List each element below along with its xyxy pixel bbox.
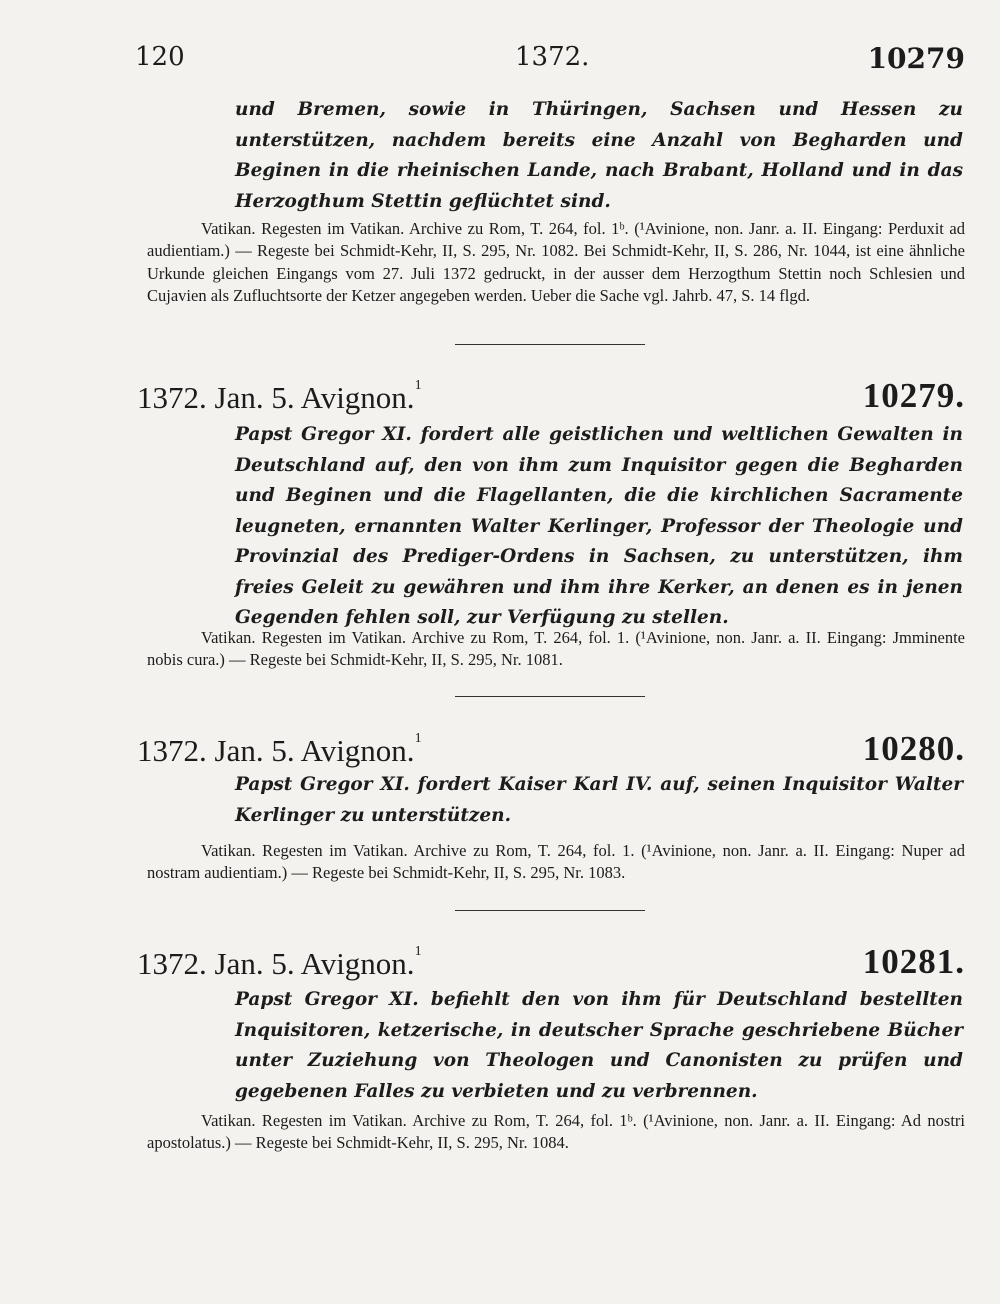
entry-summary: Papst Gregor XI. fordert alle geistlichen und weltlichen Gewalten in Deutschland auf, den von ihm zum Inquisitor gegen die Begharden und Beginen und die Flagellanten, die die kirchlichen Sacramente leugneten, ernannten Walter Kerlinger, Professor der Theologie und Provinzial des Prediger-Ordens in Sachsen, zu unterstützen, ihm freies Geleit zu gewähren und ihm ihre Kerker, an denen es in jenen Gegenden fehlen soll, zur Verfügung zu stellen.: [235, 424, 963, 628]
entry-date: 1372. Jan. 5. Avignon.$^1$: [137, 944, 422, 981]
entry-number: 10281.: [862, 942, 965, 981]
entry-summary: Papst Gregor XI. fordert Kaiser Karl IV. auf, seinen Inquisitor Walter Kerlinger zu unterstützen.: [235, 774, 963, 826]
footnote-mark: 1: [414, 378, 422, 393]
section-divider: [455, 696, 645, 697]
intro-note: Vatikan. Regesten im Vatikan. Archive zu Rom, T. 264, fol. 1ᵇ. (¹Avinione, non. Janr. a. II. Eingang: Perduxit ad audientiam.) — Regeste bei Schmidt-Kehr, II, S. 295, Nr. 1082. Bei Schmidt-Kehr, II, S. 286, Nr. 1044, ist eine ähnliche Urkunde gleichen Eingangs vom 27. Juli 1372 gedruckt, in der ausser dem Herzogthum Stettin noch Schlesien und Cujavien als Zufluchtsorte der Ketzer angegeben werden. Ueber die Sache vgl. Jahrb. 47, S. 14 flgd.: [147, 219, 965, 305]
running-entry-number: 10279: [867, 42, 965, 75]
footnote-mark: 1: [414, 944, 422, 959]
entry-number: 10279.: [862, 376, 965, 415]
entry-date: 1372. Jan. 5. Avignon.$^1$: [137, 731, 422, 768]
section-divider: [455, 344, 645, 345]
entry-note: Vatikan. Regesten im Vatikan. Archive zu Rom, T. 264, fol. 1ᵇ. (¹Avinione, non. Janr. a. II. Eingang: Ad nostri apostolatus.) — Regeste bei Schmidt-Kehr, II, S. 295, Nr. 1084.: [147, 1111, 965, 1153]
page-number: 120: [135, 42, 185, 72]
section-divider: [455, 910, 645, 911]
running-year: 1372.: [515, 42, 590, 72]
page-header: [135, 42, 965, 82]
entry-number: 10280.: [862, 729, 965, 768]
entry-note: Vatikan. Regesten im Vatikan. Archive zu Rom, T. 264, fol. 1. (¹Avinione, non. Janr. a. II. Eingang: Nuper ad nostram audientiam.) — Regeste bei Schmidt-Kehr, II, S. 295, Nr. 1083.: [147, 841, 965, 883]
intro-summary: und Bremen, sowie in Thüringen, Sachsen und Hessen zu unterstützen, nachdem bereits eine Anzahl von Begharden und Beginen in die rheinischen Lande, nach Brabant, Holland und in das Herzogthum Stettin geflüchtet sind.: [235, 99, 963, 212]
entry-summary: Papst Gregor XI. befiehlt den von ihm für Deutschland bestellten Inquisitoren, ketzerische, in deutscher Sprache geschriebene Bücher unter Zuziehung von Theologen und Canonisten zu prüfen und gegebenen Falles zu verbieten und zu verbrennen.: [235, 989, 963, 1102]
footnote-mark: 1: [414, 731, 422, 746]
entry-date: 1372. Jan. 5. Avignon.$^1$: [137, 378, 422, 415]
entry-note: Vatikan. Regesten im Vatikan. Archive zu Rom, T. 264, fol. 1. (¹Avinione, non. Janr. a. II. Eingang: Jmminente nobis cura.) — Regeste bei Schmidt-Kehr, II, S. 295, Nr. 1081.: [147, 628, 965, 670]
